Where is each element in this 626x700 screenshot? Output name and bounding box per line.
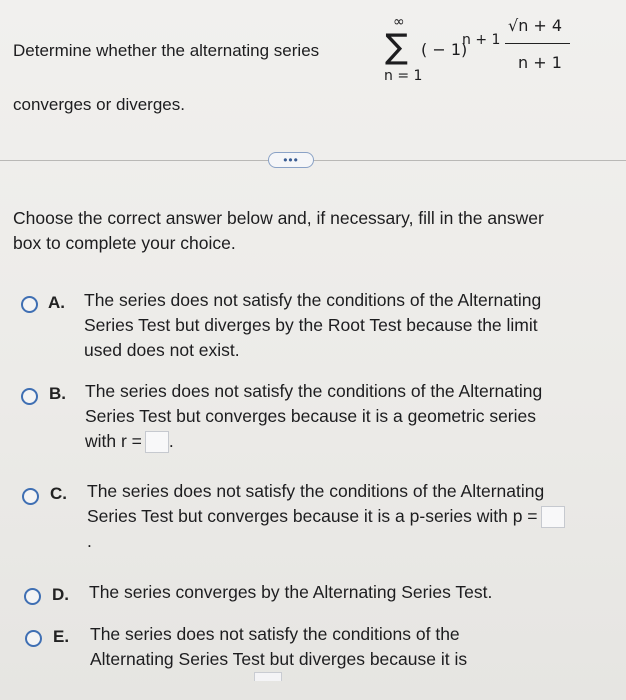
answer-box-e[interactable] <box>254 672 282 681</box>
radio-a[interactable] <box>21 296 38 313</box>
exponent: n + 1 <box>462 32 501 48</box>
radio-c[interactable] <box>22 488 39 505</box>
sign-term: ( − 1) <box>421 40 468 59</box>
radio-b[interactable] <box>21 388 38 405</box>
radio-e[interactable] <box>25 630 42 647</box>
fraction-denominator: n + 1 <box>518 53 562 72</box>
fraction-numerator: √n + 4 <box>508 16 563 35</box>
option-letter: C. <box>50 484 67 503</box>
radio-d[interactable] <box>24 588 41 605</box>
answer-box-r[interactable] <box>145 431 169 453</box>
option-letter: A. <box>48 293 65 312</box>
option-letter: D. <box>52 585 69 604</box>
question-prompt: Determine whether the alternating series <box>13 41 320 60</box>
more-button[interactable]: ••• <box>268 152 314 168</box>
option-text: The series does not satisfy the conditions of the Alternating Series Test but diverges by the Root Test because the limit used does not exist. <box>84 290 542 360</box>
fraction-bar <box>505 43 570 44</box>
sigma-icon: ∑ <box>385 27 408 67</box>
option-suffix: . <box>87 531 92 551</box>
option-text: The series does not satisfy the conditions of the Alternating Series Test but converges because it is a geometric series with r = <box>85 381 543 451</box>
option-text: The series does not satisfy the conditions of the Alternating Series Test but diverges because it is <box>90 624 468 669</box>
instructions: Choose the correct answer below and, if necessary, fill in the answer box to complete your choice. <box>13 208 544 253</box>
question-prompt-end: converges or diverges. <box>13 95 185 114</box>
sum-lower-limit: n = 1 <box>384 68 423 84</box>
option-text: The series converges by the Alternating Series Test. <box>89 582 493 602</box>
option-suffix: . <box>168 431 174 451</box>
sum-upper-limit: ∞ <box>393 14 405 30</box>
option-letter: B. <box>49 384 66 403</box>
option-text: The series does not satisfy the conditions of the Alternating Series Test but converges because it is a p-series with p = <box>87 481 545 526</box>
option-letter: E. <box>53 627 70 646</box>
answer-box-p[interactable] <box>541 506 565 528</box>
